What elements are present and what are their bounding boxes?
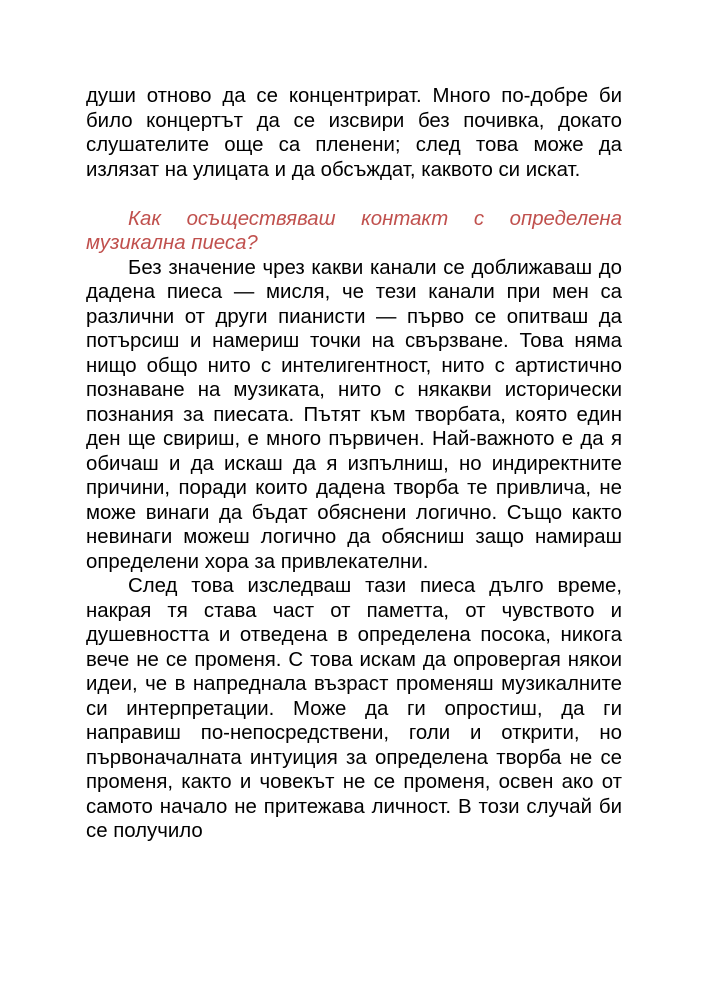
paragraph-gap bbox=[86, 182, 622, 207]
document-page bbox=[86, 84, 622, 844]
answer-paragraph: След това изследваш тази пиеса дълго време, накрая тя става част от паметта, от чувството и душевността и отведена в определена посока, никога вече не се променя. С това искам да опровергая някои идеи, че в напреднала възраст променяш музикалните си интерпретации. Може да ги опростиш, да ги направиш по-непосредствени, голи и открити, но първоначалната интуиция за определена творба не се променя, както и човекът не се променя, освен ако от самото начало не притежава личност. В този случай би се получило bbox=[86, 575, 622, 842]
interview-question: Как осъществяваш контакт с определена музикална пиеса? bbox=[86, 207, 622, 254]
answer-paragraph: Без значение чрез какви канали се доближаваш до дадена пиеса — мисля, че тези канали при мен са различни от други пианисти — първо се опитваш да потърсиш и намериш точки на свързване. Това няма нищо общо нито с интелигентност, нито с артистично познаване на музиката, нито с някакви исторически познания за пиесата. Пътят към творбата, която един ден ще свириш, е много първичен. Най-важното е да я обичаш и да искаш да я изпълниш, но индиректните причини, поради които дадена творба те привлича, не може винаги да бъдат обяснени логично. Също както невинаги можеш логично да обясниш защо намираш определени хора за привлекателни. bbox=[86, 256, 622, 573]
paragraph-continuation: души отново да се концентрират. Много по-добре би било концертът да се изсвири без почивка, докато слушателите още са пленени; след това може да излязат на улицата и да обсъждат, каквото си искат. bbox=[86, 85, 622, 181]
